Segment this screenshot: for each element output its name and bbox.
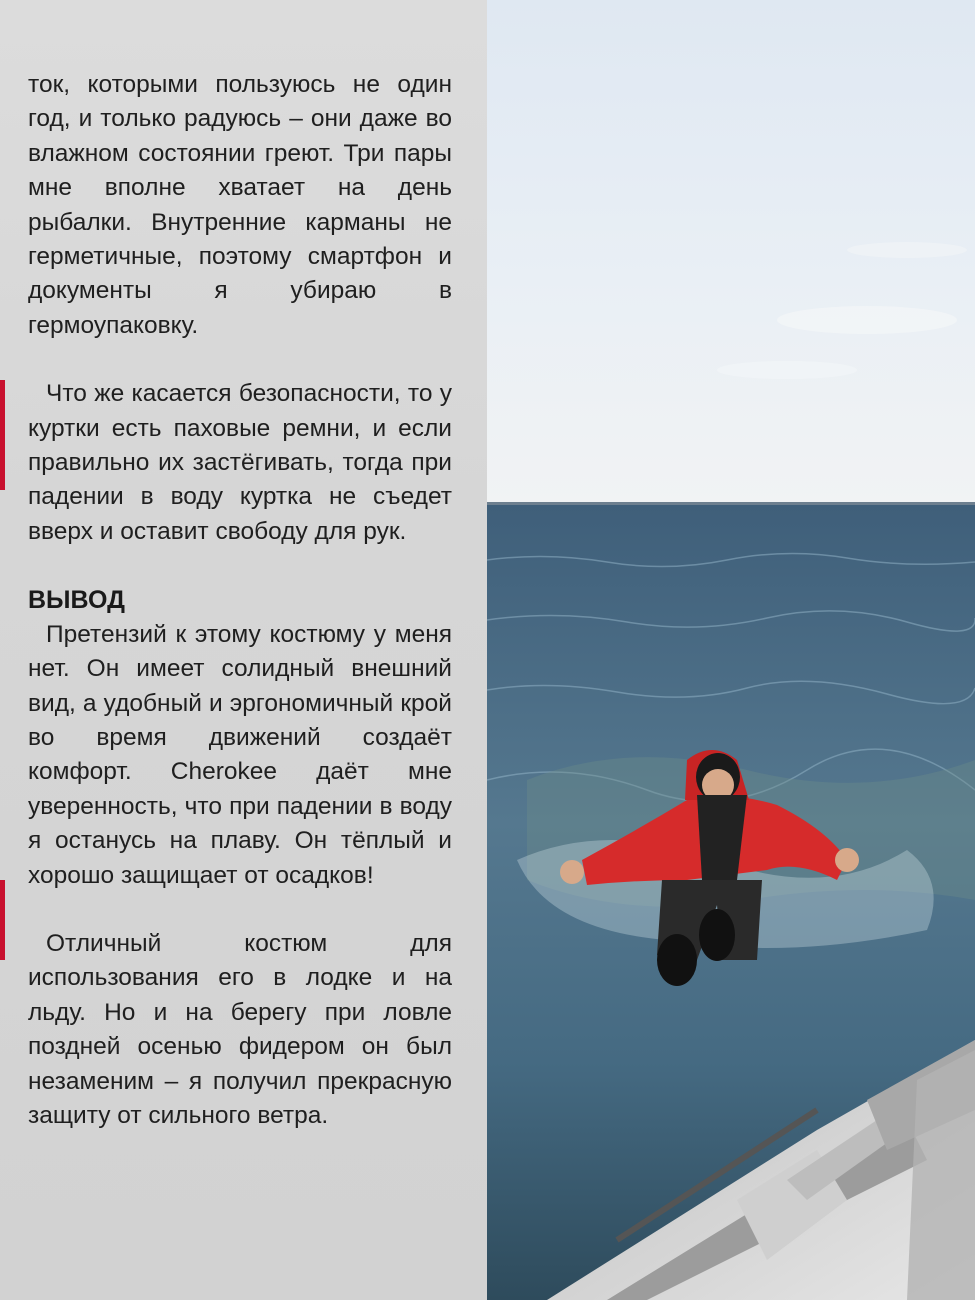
paragraph-conclusion: Претензий к этому костюму у меня нет. Он имеет солидный внешний вид, а удобный и эргономичный крой во время движений создаёт комфорт. Cherokee даёт мне уверенность, что при падении в воду я останусь на плаву. Он тёплый и хорошо защищает от осадков! [28,620,452,889]
paragraph-continuation: ток, которыми пользуюсь не один год, и только радуюсь – они даже во влажном состоянии греют. Три пары мне вполне хватает на день рыбалки. Внутренние карманы не герметичные, поэтому смартфон и документы я убираю в гермоупаковку. [28,71,452,339]
paragraph-safety: Что же касается безопасности, то у куртки есть паховые ремни, и если правильно их застёгивать, тогда при падении в воду куртка не съедет вверх и оставит свободу для рук. [28,380,452,545]
accent-bar-lower [0,880,5,960]
text-column [0,0,487,1300]
paragraph-final: Отличный костюм для использования его в лодке и на льду. Но и на берегу при ловле поздней осенью фидером он был незаменим – я получил прекрасную защиту от сильного ветра. [28,929,452,1129]
person-floating-in-water-photo [487,0,975,1300]
article-body [28,68,452,1133]
section-heading-conclusion: ВЫВОД [28,586,125,615]
accent-bar-upper [0,380,5,490]
